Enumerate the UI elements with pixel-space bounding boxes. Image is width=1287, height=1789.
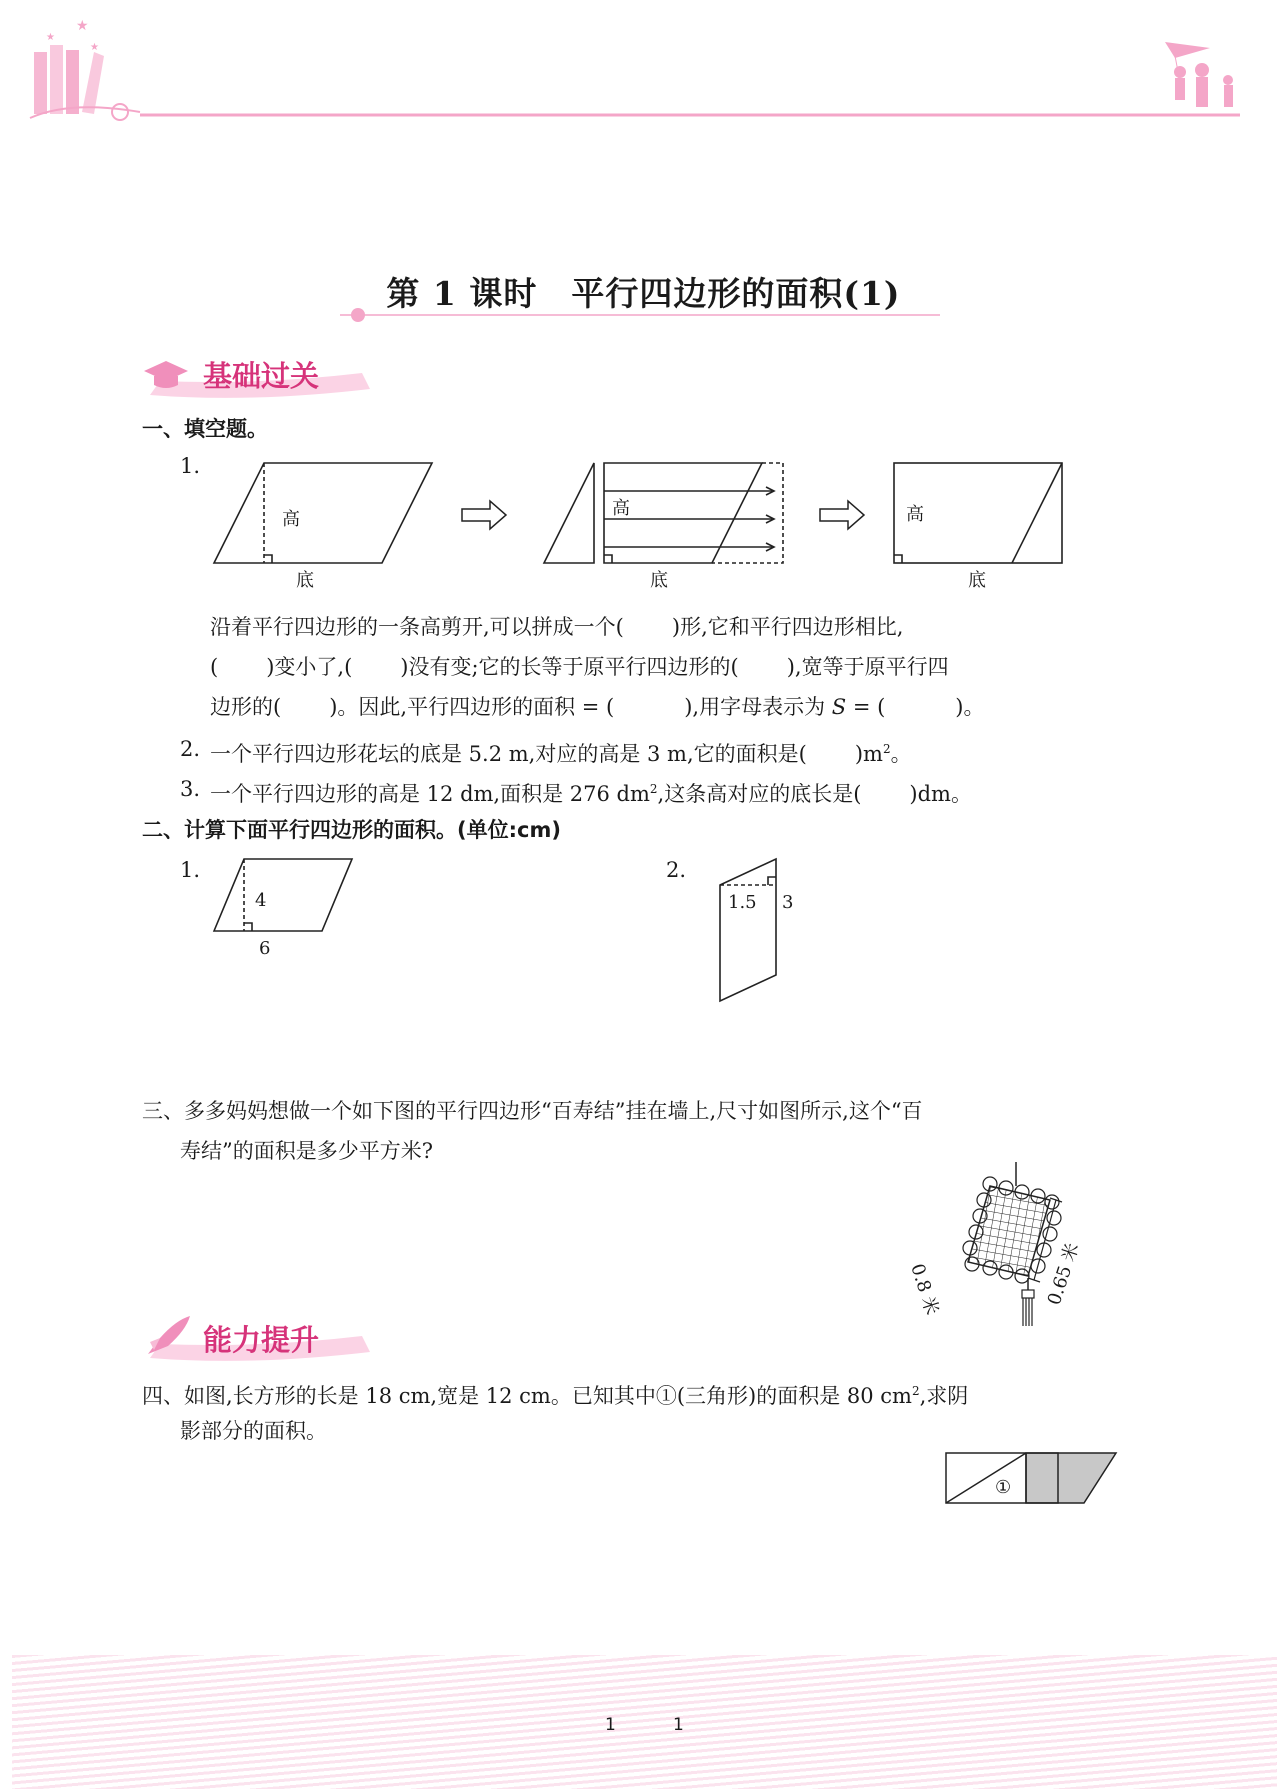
part4-rectangle-figure — [940, 1445, 1120, 1510]
figC-base-label: 底 — [968, 570, 986, 591]
part1-heading: 一、填空题。 — [142, 417, 268, 441]
page-number-left: 1 — [605, 1715, 616, 1735]
section-title-basic: 基础过关 — [203, 359, 320, 393]
knot-dim-0.65: 0.65 米 — [1043, 1240, 1084, 1308]
footer-band — [12, 1655, 1277, 1789]
knot-dim-0.8: 0.8 米 — [906, 1261, 943, 1318]
part3-line1: 三、多多妈妈想做一个如下图的平行四边形“百寿结”挂在墙上,尺寸如图所示,这个“百 — [142, 1099, 923, 1123]
part4-line1: 四、如图,长方形的长是 18 cm,宽是 12 cm。已知其中①(三角形)的面积是 80 $cm^2$,求阴 — [142, 1384, 969, 1408]
shaded-region — [1026, 1453, 1116, 1503]
q2-number: 2. — [180, 737, 201, 761]
part2-fig2-base: 1.5 — [728, 892, 757, 913]
q3-number: 3. — [180, 777, 201, 801]
q2-text: 一个平行四边形花坛的底是 5.2 m,对应的高是 3 m,它的面积是( )$m^2$。 — [210, 742, 912, 766]
part2-fig1-height: 4 — [255, 890, 267, 911]
right-arrow-icon — [462, 501, 506, 529]
q1-line2: ( )变小了,( )没有变;它的长等于原平行四边形的( ),宽等于原平行四 — [210, 655, 949, 679]
tassel — [1022, 1290, 1034, 1326]
part2-fig2-number: 2. — [666, 858, 687, 882]
part4-line2: 影部分的面积。 — [180, 1419, 327, 1443]
part2-fig1-parallelogram — [210, 855, 360, 935]
part4-triangle-label: ① — [995, 1477, 1012, 1498]
figC-height-label: 高 — [906, 504, 924, 525]
q1-line1: 沿着平行四边形的一条高剪开,可以拼成一个( )形,它和平行四边形相比, — [210, 615, 904, 639]
q1-line3: 边形的( )。因此,平行四边形的面积 = ( ),用字母表示为 S = ( )。 — [210, 695, 985, 719]
svg-text:★: ★ — [76, 18, 89, 34]
q1-figures — [200, 455, 1080, 595]
page-title: 第 1 课时 平行四边形的面积(1) — [386, 274, 901, 313]
cut-parallelogram-figure — [544, 463, 783, 563]
part3-line2: 寿结”的面积是多少平方米? — [180, 1139, 433, 1163]
right-arrow-icon-2 — [820, 501, 864, 529]
figB-base-label: 底 — [650, 570, 668, 591]
page-number-right: 1 — [673, 1715, 684, 1735]
section-title-advanced: 能力提升 — [203, 1323, 320, 1357]
q1-number: 1. — [180, 454, 201, 478]
part2-fig2-height: 3 — [782, 892, 794, 913]
q3-text: 一个平行四边形的高是 12 dm,面积是 276 $dm^2$,这条高对应的底长是( )dm。 — [210, 782, 972, 806]
title-underline — [320, 305, 940, 325]
part2-fig1-number: 1. — [180, 858, 201, 882]
longevity-knot-figure — [930, 1160, 1110, 1330]
parallelogram-figure — [214, 463, 432, 563]
figB-height-label: 高 — [612, 498, 630, 519]
knot-body — [963, 1177, 1061, 1283]
svg-text:★: ★ — [46, 32, 55, 43]
children-kite-icon — [1165, 42, 1233, 107]
part2-fig2-parallelogram — [710, 855, 800, 1005]
figA-height-label: 高 — [282, 509, 300, 530]
svg-text:★: ★ — [90, 42, 99, 53]
part2-heading: 二、计算下面平行四边形的面积。(单位:cm) — [142, 818, 561, 842]
books-logo-icon — [30, 18, 140, 120]
part2-fig1-base: 6 — [259, 938, 271, 959]
header-decoration — [0, 0, 1287, 140]
figA-base-label: 底 — [296, 570, 314, 591]
